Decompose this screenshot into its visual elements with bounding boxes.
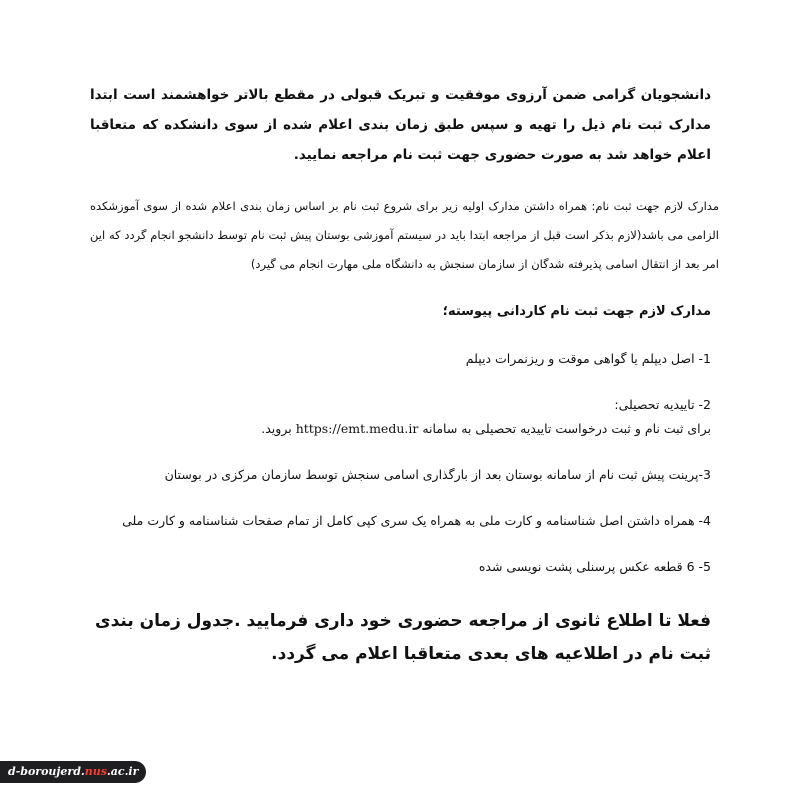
requirement-item-4: 4- همراه داشتن اصل شناسنامه و کارت ملی به همراه یک سری کپی کامل از تمام صفحات شناسنامه و کارت ملی [122,513,711,528]
watermark-suffix: .ac.ir [106,765,139,778]
requirement-item-2-title: 2- تاییدیه تحصیلی: [614,397,711,412]
emt-link[interactable]: https://emt.medu.ir [295,421,419,436]
item-2-suffix: بروید. [261,421,292,436]
site-watermark-badge [0,761,146,783]
requirement-item-2-detail [90,417,711,441]
announcement-document [90,80,719,671]
watermark-accent: nus [84,765,107,778]
requirement-item-1: 1- اصل دیپلم یا گواهی موقت و ریزنمرات دیپلم [465,351,711,366]
final-note: فعلا تا اطلاع ثانوی از مراجعه حضوری خود داری فرمایید .جدول زمان بندی ثبت نام در اطلاعیه های بعدی متعاقبا اعلام می گردد. [95,611,711,664]
watermark-prefix: d-boroujerd. [8,765,85,778]
item-2-prefix: برای ثبت نام و ثبت درخواست تاییدیه تحصیلی به سامانه [422,421,711,436]
requirement-item-3: 3-پرینت پیش ثبت نام از سامانه بوستان بعد از بارگذاری اسامی سنجش توسط سازمان مرکزی در بوستان [164,467,711,482]
requirements-note: مدارک لازم جهت ثبت نام: همراه داشتن مدارک اولیه زیر برای شروع ثبت نام بر اساس زمان بندی اعلام شده از سوی آموزشکده الزامی می باشد(لازم بذکر است قبل از مراجعه ابتدا باید در سیستم آموزشی بوستان پیش ثبت نام توسط دانشجو انجام گردد که این امر بعد از انتقال اسامی پذیرفته شدگان از سازمان سنجش به دانشگاه ملی مهارت انجام می گیرد) [90,199,719,271]
requirements-heading: مدارک لازم جهت ثبت نام کاردانی پیوسته؛ [442,304,711,319]
requirement-item-5: 5- 6 قطعه عکس پرسنلی پشت نویسی شده [478,559,711,574]
intro-paragraph: دانشجویان گرامی ضمن آرزوی موفقیت و تبریک قبولی در مقطع بالاتر خواهشمند است ابتدا مدارک ثبت نام ذیل را تهیه و سپس طبق زمان بندی اعلام شده از سوی دانشکده که متعاقبا اعلام خواهد شد به صورت حضوری جهت ثبت نام مراجعه نمایید. [90,87,711,163]
